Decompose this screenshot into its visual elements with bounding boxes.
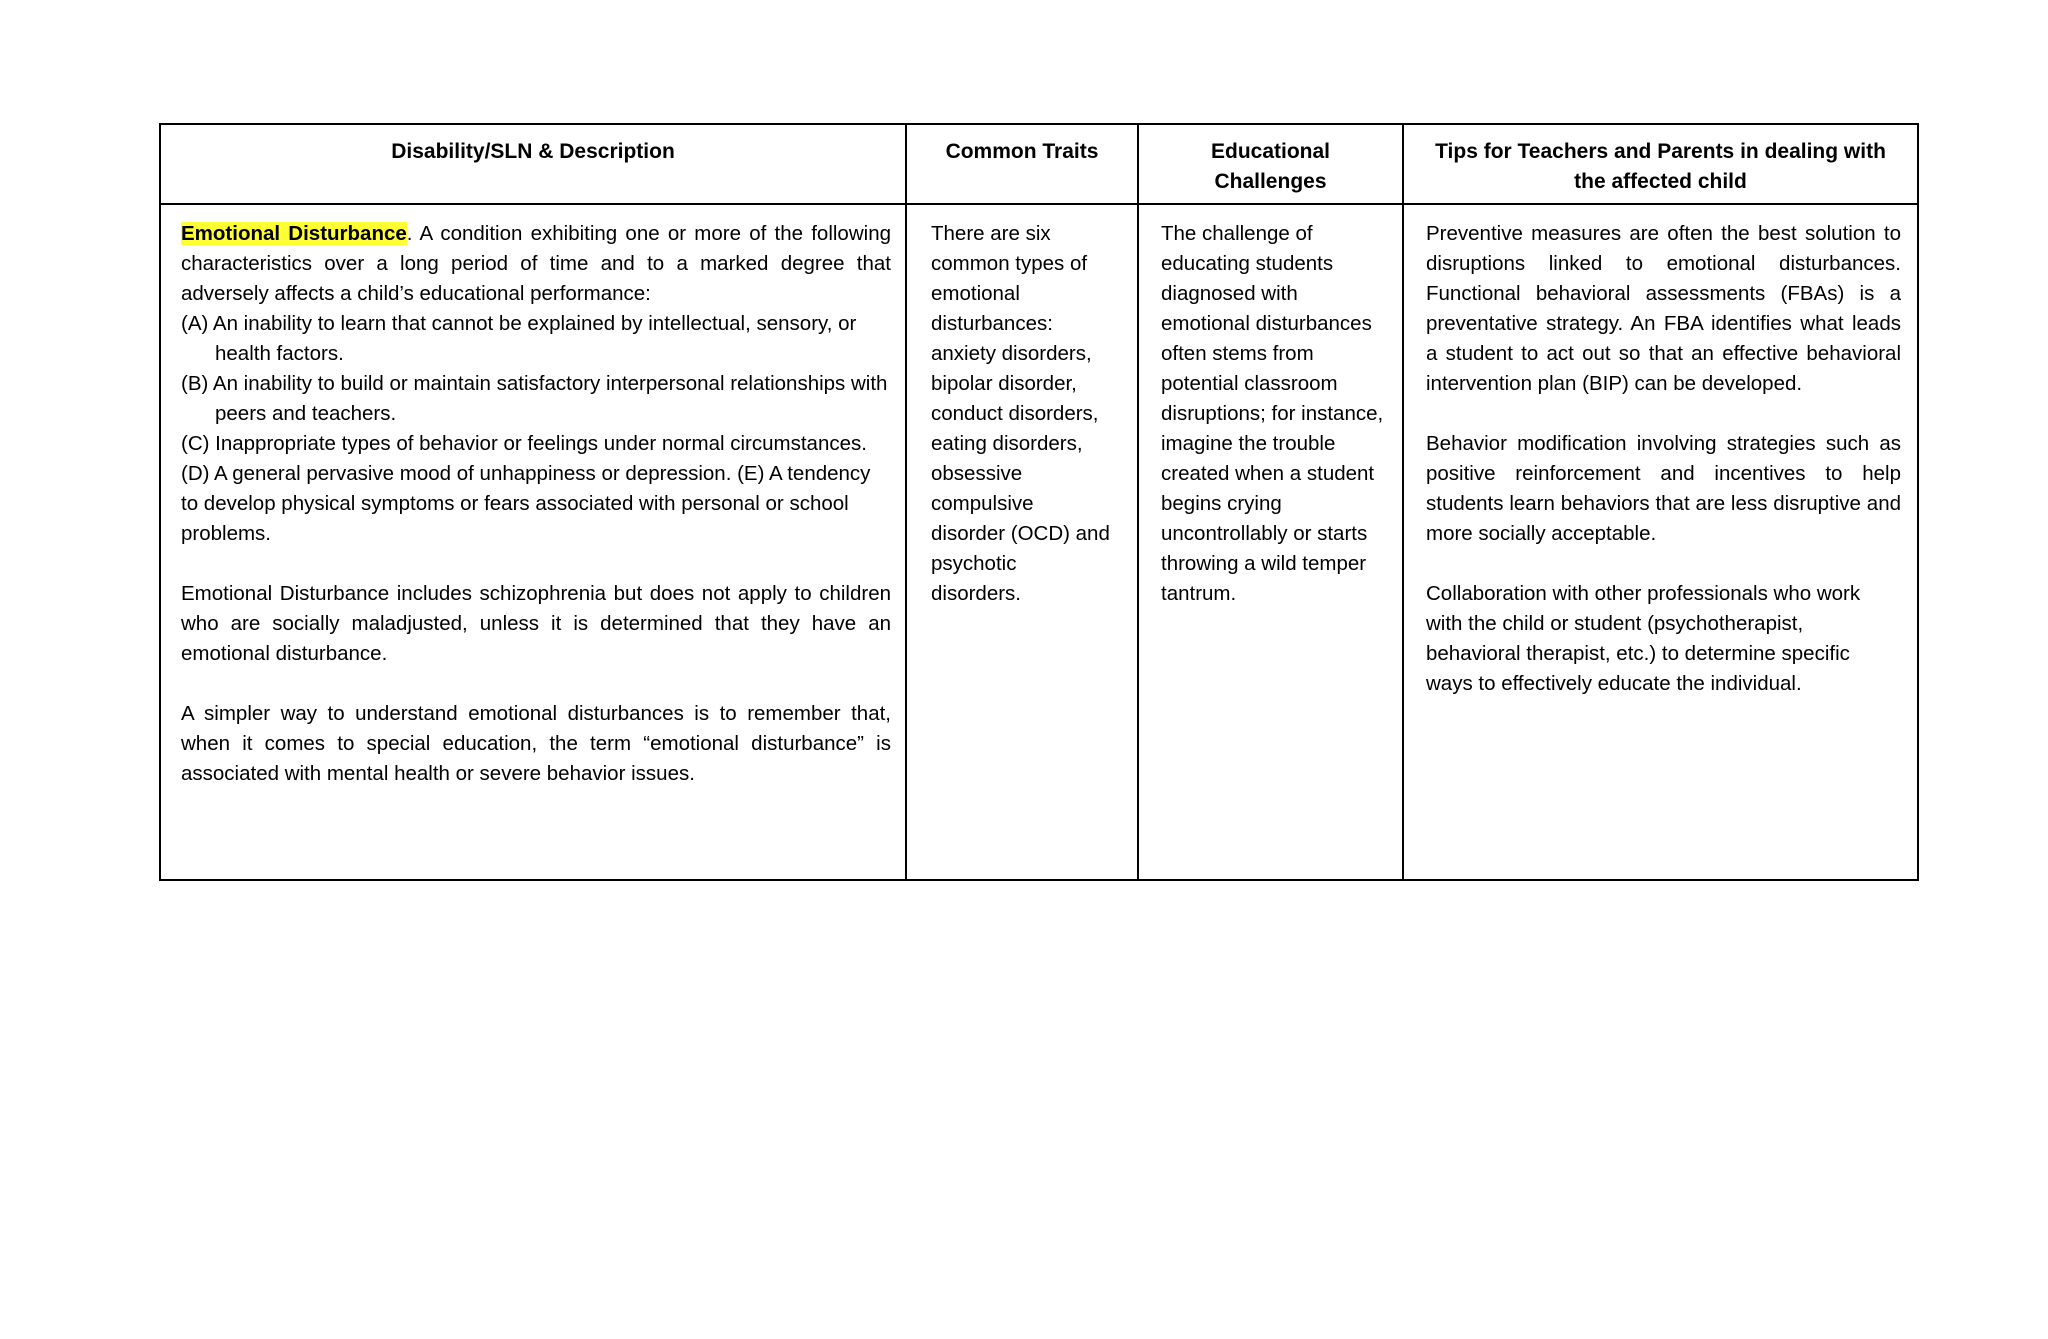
header-common-traits: Common Traits — [906, 124, 1138, 204]
description-item-c: (C) Inappropriate types of behavior or feelings under normal circumstances. — [181, 432, 867, 455]
table-row — [160, 204, 1918, 880]
description-item-b: (B) An inability to build or maintain satisfactory interpersonal relationships with peers and teachers. — [181, 372, 888, 425]
description-intro-text: . A condition exhibiting one or more of the following characteristics over a long period of time and to a marked degree that adversely affects a child’s educational performance: — [181, 222, 891, 305]
header-educational-challenges: Educational Challenges — [1138, 124, 1403, 204]
cell-description — [160, 204, 906, 880]
document-page — [159, 123, 1917, 881]
cell-educational-challenges — [1138, 204, 1403, 880]
tip-paragraph: Collaboration with other professionals who work with the child or student (psychotherapist, behavioral therapist, etc.) to determine specific ways to effectively educate the individual. — [1426, 582, 1861, 695]
table-header-row — [160, 124, 1918, 204]
cell-tips — [1403, 204, 1918, 880]
description-paragraph-3: A simpler way to understand emotional disturbances is to remember that, when it comes to special education, the term “emotional disturbance” is associated with mental health or severe behavior issues. — [181, 702, 891, 785]
cell-common-traits — [906, 204, 1138, 880]
description-item-a: (A) An inability to learn that cannot be explained by intellectual, sensory, or health factors. — [181, 312, 857, 365]
common-traits-text: There are six common types of emotional disturbances: anxiety disorders, bipolar disorder, conduct disorders, eating disorders, obsessive compulsive disorder (OCD) and psychotic disorders. — [931, 222, 1110, 605]
highlighted-term: Emotional Disturbance — [181, 222, 407, 245]
educational-challenges-text: The challenge of educating students diagnosed with emotional disturbances often stems from potential classroom disruptions; for instance, imagine the trouble created when a student begins crying uncontrollably or starts throwing a wild temper tantrum. — [1161, 222, 1384, 605]
tip-paragraph: Preventive measures are often the best solution to disruptions linked to emotional disturbances. Functional behavioral assessments (FBAs) is a preventative strategy. An FBA identifies what leads a student to act out so that an effective behavioral intervention plan (BIP) can be developed. — [1426, 222, 1901, 395]
disability-table — [159, 123, 1919, 881]
header-description: Disability/SLN & Description — [160, 124, 906, 204]
description-intro — [181, 219, 891, 309]
description-paragraph-2: Emotional Disturbance includes schizophrenia but does not apply to children who are socially maladjusted, unless it is determined that they have an emotional disturbance. — [181, 582, 891, 665]
description-item-d: (D) A general pervasive mood of unhappiness or depression. (E) A tendency to develop physical symptoms or fears associated with personal or school problems. — [181, 462, 871, 545]
header-tips: Tips for Teachers and Parents in dealing with the affected child — [1403, 124, 1918, 204]
tip-paragraph: Behavior modification involving strategies such as positive reinforcement and incentives to help students learn behaviors that are less disruptive and more socially acceptable. — [1426, 432, 1901, 545]
